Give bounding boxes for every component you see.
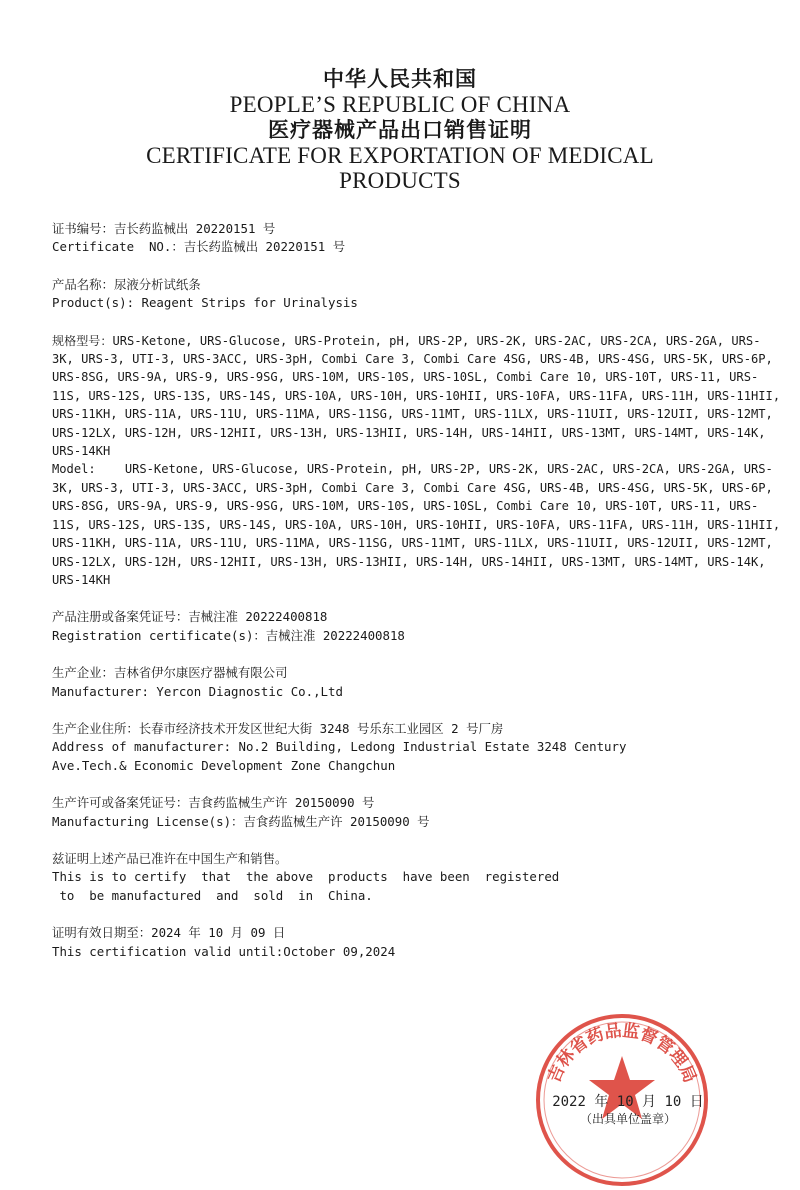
statement-cn: 兹证明上述产品已准许在中国生产和销售。 — [52, 850, 288, 866]
product-section — [52, 276, 782, 313]
registration-en: Registration certificate(s)：吉械注准 20222400818 — [52, 627, 405, 643]
product-name-cn: 产品名称：尿液分析试纸条 — [52, 276, 201, 292]
model-values-en: URS-Ketone, URS-Glucose, URS-Protein, pH, URS-2P, URS-2K, URS-2AC, URS-2CA, URS-2GA, URS-3K, URS-3, UTI-3, URS-3ACC, URS-3pH, Combi Care 3, Combi Care 4SG, URS-4B, URS-4SG, URS-5K, URS-6P, URS-8SG, URS-9A, URS-9, URS-9SG, URS-10M, URS-10S, URS-10SL, Combi Care 10, URS-10T, URS-11, URS-11S, URS-12S, URS-13S, URS-14S, URS-10A, URS-10H, URS-10HII, URS-10FA, URS-11FA, URS-11H, URS-11HII, URS-11KH, URS-11A, URS-11U, URS-11MA, URS-11SG, URS-11MT, URS-11LX, URS-11UII, URS-12UII, URS-12MT, URS-12LX, URS-12H, URS-12HII, URS-13H, URS-13HII, URS-14H, URS-14HII, URS-13MT, URS-14MT, URS-14K, URS-14KH — [52, 462, 781, 587]
model-values-cn: URS-Ketone, URS-Glucose, URS-Protein, pH, URS-2P, URS-2K, URS-2AC, URS-2CA, URS-2GA, URS-3K, URS-3, UTI-3, URS-3ACC, URS-3pH, Combi Care 3, Combi Care 4SG, URS-4B, URS-4SG, URS-5K, URS-6P, URS-8SG, URS-9A, URS-9, URS-9SG, URS-10M, URS-10S, URS-10SL, Combi Care 10, URS-10T, URS-11, URS-11S, URS-12S, URS-13S, URS-14S, URS-10A, URS-10H, URS-10HII, URS-10FA, URS-11FA, URS-11H, URS-11HII, URS-11KH, URS-11A, URS-11U, URS-11MA, URS-11SG, URS-11MT, URS-11LX, URS-11UII, URS-12UII, URS-12MT, URS-12LX, URS-12H, URS-12HII, URS-13H, URS-13HII, URS-14H, URS-14HII, URS-13MT, URS-14MT, URS-14K, URS-14KH — [52, 333, 781, 459]
model-label-en: Model: — [52, 462, 96, 477]
model-list-en — [52, 460, 782, 589]
address-en-line2: Ave.Tech.& Economic Development Zone Changchun — [52, 757, 396, 773]
address-section — [52, 720, 782, 775]
document-title-cn: 医疗器械产品出口销售证明 — [268, 118, 532, 142]
product-name-en: Product(s): Reagent Strips for Urinalysis — [52, 295, 358, 311]
seal-ring-text: 吉林省药品监督管理局 — [544, 1020, 700, 1086]
document-title-en-line1: CERTIFICATE FOR EXPORTATION OF MEDICAL — [146, 143, 654, 168]
statement-en-line2: to be manufactured and sold in China. — [52, 887, 373, 903]
seal-issue-date: 2022 年 10 月 10 日 — [552, 1094, 704, 1110]
certificate-body — [52, 220, 782, 961]
seal-issue-note: （出具单位盖章） — [579, 1112, 676, 1126]
manufacturer-section — [52, 664, 782, 701]
address-en-line1: Address of manufacturer: No.2 Building, Ledong Industrial Estate 3248 Century — [52, 739, 627, 755]
document-header — [0, 66, 800, 193]
certificate-number-en: Certificate NO.：吉长药监械出 20220151 号 — [52, 239, 346, 255]
manufacturer-cn: 生产企业：吉林省伊尔康医疗器械有限公司 — [52, 665, 288, 681]
license-section — [52, 794, 782, 831]
model-label-cn: 规格型号： — [52, 333, 113, 348]
registration-section — [52, 608, 782, 645]
certificate-number-cn: 证书编号：吉长药监械出 20220151 号 — [52, 221, 276, 236]
model-section — [52, 332, 782, 590]
address-cn: 生产企业住所：长春市经济技术开发区世纪大街 3248 号乐东工业园区 2 号厂房 — [52, 720, 504, 736]
validity-section — [52, 924, 782, 961]
statement-section — [52, 850, 782, 905]
model-list-cn — [52, 332, 782, 461]
validity-en: This certification valid until:October 09,2024 — [52, 943, 396, 959]
country-name-cn: 中华人民共和国 — [323, 67, 477, 91]
certificate-number-section — [52, 220, 782, 257]
country-name-en: PEOPLE’S REPUBLIC OF CHINA — [229, 92, 571, 117]
statement-en-line1: This is to certify that the above products have been registered — [52, 869, 560, 885]
validity-cn: 证明有效日期至：2024 年 10 月 09 日 — [52, 925, 286, 941]
manufacturer-en: Manufacturer: Yercon Diagnostic Co.,Ltd — [52, 683, 343, 699]
document-title-en-line2: PRODUCTS — [339, 168, 461, 193]
license-en: Manufacturing License(s)：吉食药监械生产许 20150090 号 — [52, 813, 430, 829]
registration-cn: 产品注册或备案凭证号：吉械注准 20222400818 — [52, 609, 328, 625]
seal-date-block — [548, 1094, 708, 1128]
license-cn: 生产许可或备案凭证号：吉食药监械生产许 20150090 号 — [52, 795, 375, 811]
